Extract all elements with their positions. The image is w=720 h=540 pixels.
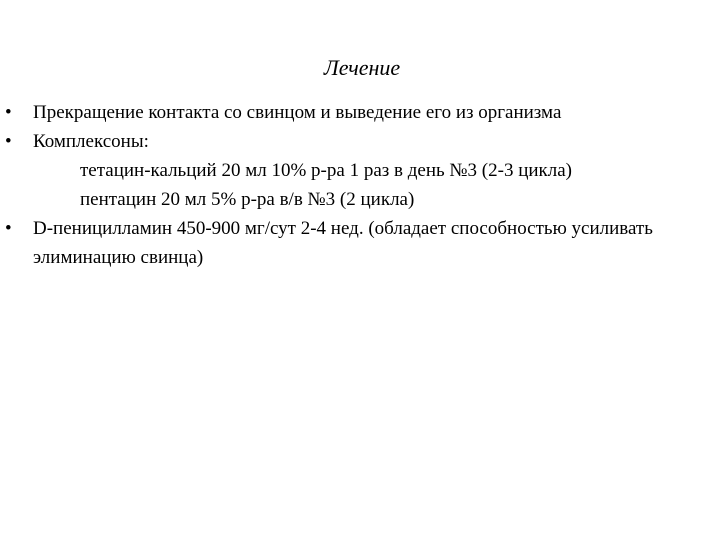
bullet-text: Прекращение контакта со свинцом и выведение его из организма	[33, 102, 562, 123]
slide-title: Лечение	[323, 55, 401, 80]
sub-item-pentacin: пентацин 20 мл 5% р-ра в/в №3 (2 цикла)	[80, 189, 415, 210]
bullet-item-penicillamine	[0, 214, 720, 272]
bullet-text: Комплексоны:	[33, 131, 149, 152]
bullet-marker: •	[5, 102, 12, 123]
bullet-text: D-пеницилламин 450-900 мг/сут 2-4 нед. (обладает способностью усиливать элиминацию свинца)	[33, 218, 653, 268]
slide-body	[0, 98, 720, 272]
bullet-item-complexones	[0, 127, 720, 156]
sub-item-tetacin: тетацин-кальций 20 мл 10% р-ра 1 раз в день №3 (2-3 цикла)	[80, 160, 573, 181]
bullet-marker: •	[5, 218, 12, 239]
bullet-item-contact	[0, 98, 720, 127]
bullet-marker: •	[5, 131, 12, 152]
